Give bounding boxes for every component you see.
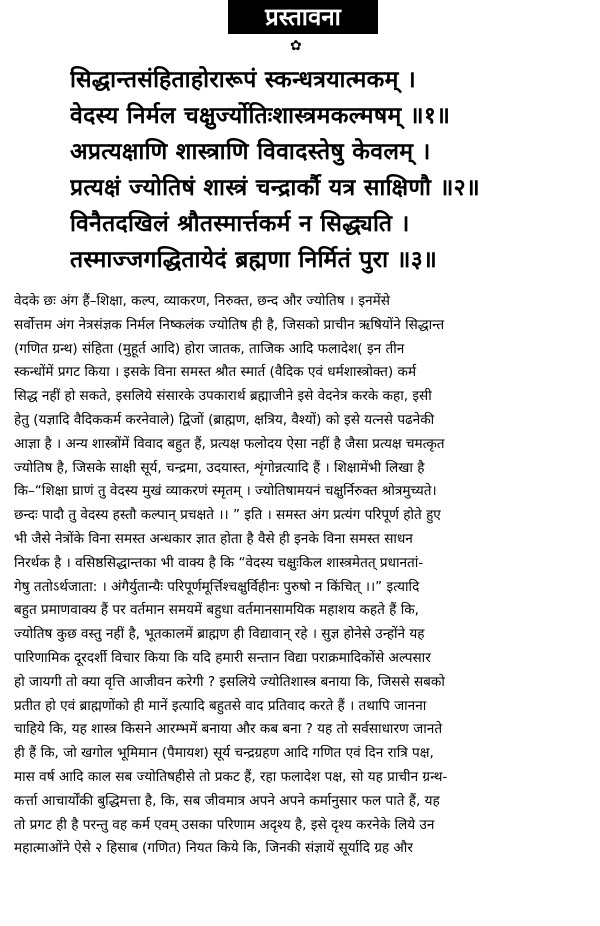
verse-line: विनैतदखिलं श्रौतस्मार्त्तकर्म न सिद्ध्यति ।: [70, 211, 410, 237]
prose-line: ही हैं कि, जो खगोल भूमिमान (पैमायश) सूर्य चन्द्रग्रहण आदि गणित एवं दिन रात्रि पक्ष,: [14, 745, 434, 762]
prose-line: छन्दः पादौ तु वेदस्य हस्तौ कल्पान् प्रचक्षते ।। ” इति । समस्त अंग प्रत्यंग परिपूर्ण होते हुए: [14, 507, 441, 524]
prose-line: सिद्ध नहीं हो सकते, इसलिये संसारके उपकारार्थ ब्रह्माजीने इसे वेदनेत्र करके कहा, इसी: [14, 388, 432, 405]
prose-line: महात्माओंने ऐसे २ हिसाब (गणित) नियत किये कि, जिनकी संज्ञायें सूर्यादि ग्रह और: [14, 840, 413, 857]
verse-line: प्रत्यक्षं ज्योतिषं शास्त्रं चन्द्रार्कौ यत्र साक्षिणौ ॥२॥: [70, 175, 480, 201]
prose-line: ज्योतिष है, जिसके साक्षी सूर्य, चन्द्रमा, उदयास्त, शृंगोन्नत्यादि हैं । शिक्षामेंभी लिखा है: [14, 459, 425, 476]
prose-line: हो जायगी तो क्या वृत्ति आजीवन करेगी ? इसलिये ज्योतिशास्त्र बनाया कि, जिससे सबको: [14, 673, 445, 690]
ornament-flower-icon: ✿: [290, 38, 302, 54]
prose-line: स्कन्धोंमें प्रगट किया । इसके विना समस्त श्रौत स्मार्त (वैदिक एवं धर्मशास्त्रोक्त) कर्म: [14, 364, 417, 381]
prose-line: गेषु ततोऽर्थजाता: । अंगैर्युतान्यैः परिपूर्णमूर्त्तिश्चक्षुर्विहीनः पुरुषो न किंचित् ।।” इत्यादि: [14, 578, 420, 595]
verse-line: वेदस्य निर्मल चक्षुर्ज्योतिःशास्त्रमकल्मषम् ॥१॥: [70, 103, 451, 129]
prose-line: कर्त्ता आचार्योंकी बुद्धिमत्ता है, कि, सब जीवमात्र अपने अपने कर्मानुसार फल पाते हैं, यह: [14, 792, 440, 809]
verse-line: अप्रत्यक्षाणि शास्त्राणि विवादस्तेषु केवलम् ।: [70, 139, 431, 165]
prose-line: बहुत प्रमाणवाक्य हैं पर वर्तमान समयमें बहुधा वर्तमानसामयिक महाशय कहते हैं कि,: [14, 602, 419, 619]
prose-line: मास वर्ष आदि काल सब ज्योतिषहीसे तो प्रकट हैं, रहा फलादेश पक्ष, सो यह प्राचीन ग्रन्थ-: [14, 768, 448, 785]
prose-line: (गणित ग्रन्थ) संहिता (मुहूर्त आदि) होरा जातक, ताजिक आदि फलादेश( इन तीन: [14, 340, 405, 357]
prose-line: सर्वोत्तम अंग नेत्रसंज्ञक निर्मल निष्कलंक ज्योतिष ही है, जिसको प्राचीन ऋषियोंने सिद्धान्त: [14, 316, 445, 333]
sanskrit-verses: [70, 62, 590, 278]
hindi-prose: [14, 290, 594, 861]
prose-line: कि–“शिक्षा घ्राणं तु वेदस्य मुखं व्याकरणं स्मृतम् । ज्योतिषामयनं चक्षुर्निरुक्त श्रोत्रमुच्यते।: [14, 483, 437, 500]
prose-line: निरर्थक है । वसिष्ठसिद्धान्तका भी वाक्य है कि “वेदस्य चक्षुःकिल शास्त्रमेतत् प्रधानतां-: [14, 554, 424, 571]
page-title: प्रस्तावना: [228, 0, 378, 34]
prose-line: ज्योतिष कुछ वस्तु नहीं है, भूतकालमें ब्राह्मण ही विद्यावान् रहे । सुज्ञ होनेसे उन्होंने यह: [14, 626, 425, 643]
prose-line: वेदके छः अंग हैं–शिक्षा, कल्प, व्याकरण, निरुक्त, छन्द और ज्योतिष । इनमेंसे: [14, 293, 390, 309]
verse-line: तस्माज्जगद्धितायेदं ब्रह्मणा निर्मितं पुरा ॥३॥: [70, 247, 438, 273]
prose-line: तो प्रगट ही है परन्तु वह कर्म एवम् उसका परिणाम अदृश्य है, इसे दृश्य करनेके लिये उन: [14, 816, 435, 833]
prose-line: पारिणामिक दूरदर्शी विचार किया कि यदि हमारी सन्तान विद्या पराक्रमादिकोंसे अल्पसार: [14, 649, 431, 666]
prose-line: चाहिये कि, यह शास्त्र किसने आरम्भमें बनाया और कब बना ? यह तो सर्वसाधारण जानते: [14, 721, 443, 738]
prose-line: प्रतीत हो एवं ब्राह्मणोंको ही मानें इत्यादि बहुतसे वाद प्रतिवाद करते हैं । तथापि जानना: [14, 697, 427, 714]
prose-line: आज्ञा है । अन्य शास्त्रोंमें विवाद बहुत हैं, प्रत्यक्ष फलोदय ऐसा नहीं है जैसा प्रत्यक्ष चमत्कृत: [14, 435, 445, 452]
prose-line: भी जैसे नेत्रोंके विना समस्त अन्धकार ज्ञात होता है वैसे ही इनके विना समस्त साधन: [14, 530, 413, 547]
prose-line: हेतु (यज्ञादि वैदिककर्म करनेवाले) द्विजों (ब्राह्मण, क्षत्रिय, वैश्यों) को इसे यत्नसे पढनेकी: [14, 411, 435, 428]
verse-line: सिद्धान्तसंहिताहोरारूपं स्कन्धत्रयात्मकम् ।: [70, 67, 416, 93]
